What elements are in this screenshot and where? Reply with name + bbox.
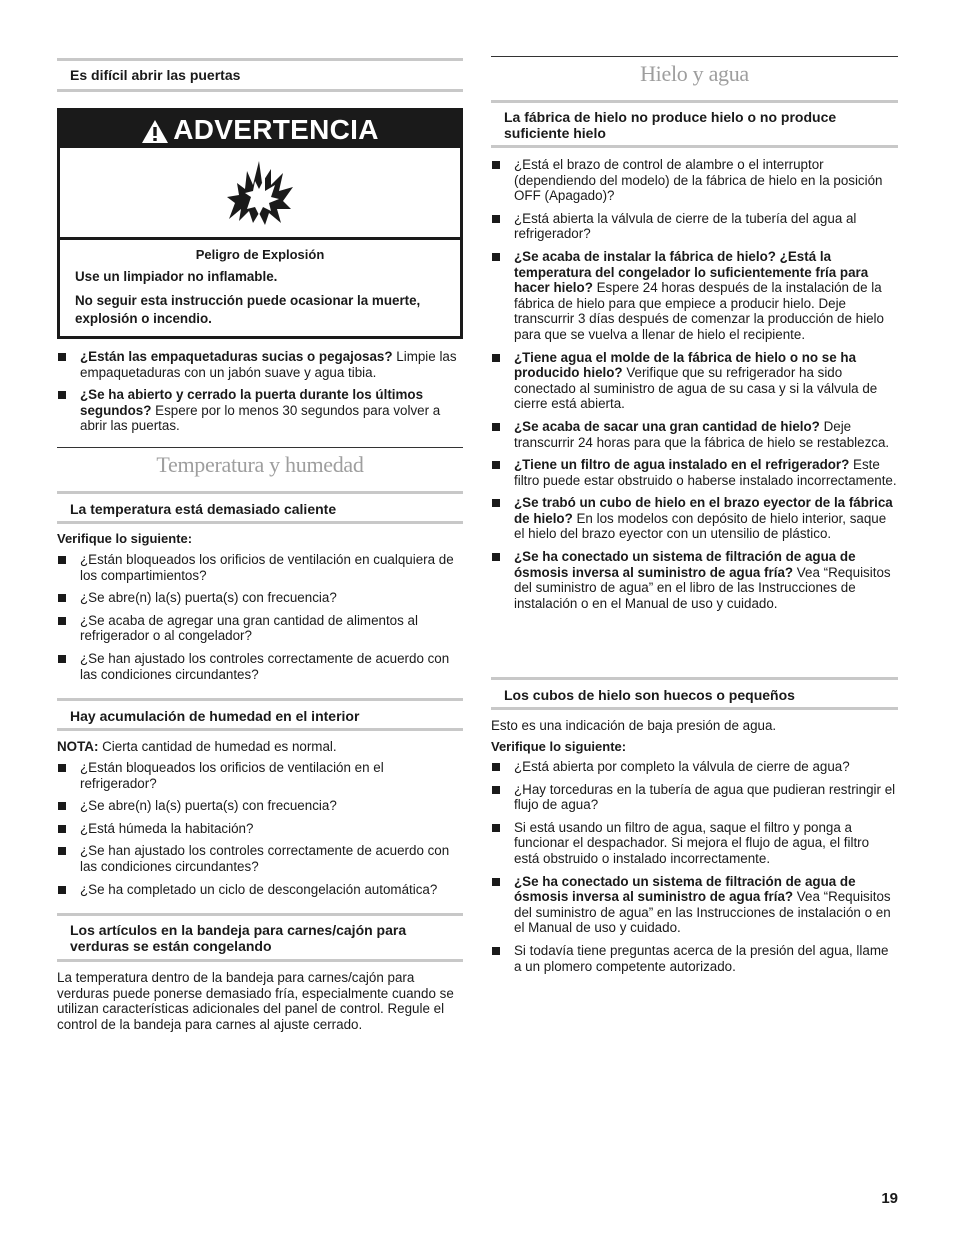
list-item-text: Si todavía tiene preguntas acerca de la presión del agua, llame a un plomero competente autorizado.: [514, 942, 889, 974]
warning-consequence: No seguir esta instrucción puede ocasionar la muerte, explosión o incendio.: [75, 293, 421, 326]
list-item: [491, 249, 898, 343]
list-item: [491, 350, 898, 412]
list-item-text: Verifique que su refrigerador ha sido conectado al suministro de agua de su casa y si la válvula de cierre está abierta.: [514, 365, 878, 412]
list-item: [491, 211, 898, 242]
humidity-note: [57, 739, 463, 755]
hollow-cubes-list: [491, 759, 898, 981]
list-item-question: ¿Tiene agua el molde de la fábrica de hielo o no se ha producido hielo?: [514, 349, 857, 381]
verify-label: Verifique lo siguiente:: [57, 531, 193, 546]
list-item-text: ¿Están bloqueados los orificios de ventilación en el refrigerador?: [80, 760, 384, 791]
list-item: [491, 495, 898, 542]
page-number: 19: [881, 1190, 898, 1207]
list-item-text: ¿Se abre(n) la(s) puerta(s) con frecuencia?: [80, 590, 337, 606]
list-item-text: ¿Está abierta por completo la válvula de cierre de agua?: [514, 759, 850, 774]
list-item: [491, 820, 898, 867]
note-text: Cierta cantidad de humedad es normal.: [98, 739, 337, 754]
list-item: [491, 457, 898, 488]
warning-header: [60, 111, 460, 148]
list-item-text: Deje transcurrir 24 horas para que la fábrica de hielo se restablezca.: [514, 418, 890, 450]
list-item: [57, 590, 463, 606]
warning-caption: Peligro de Explosión: [195, 247, 325, 262]
warning-box: [57, 108, 463, 339]
verify-label: Verifique lo siguiente:: [491, 739, 627, 754]
list-item: [57, 387, 463, 434]
no-ice-heading: La fábrica de hielo no produce hielo o no produce suficiente hielo: [491, 100, 898, 148]
warning-title: ADVERTENCIA: [173, 114, 379, 145]
list-item-text: Vea “Requisitos del suministro de agua” en el libro de las Instrucciones de instalación o en el Manual de uso y cuidado.: [514, 564, 891, 611]
too-warm-heading: La temperatura está demasiado caliente: [57, 491, 463, 524]
list-item: [57, 552, 463, 583]
list-item: [57, 613, 463, 644]
list-item-text: ¿Está húmeda la habitación?: [80, 820, 254, 836]
list-item: [57, 843, 463, 874]
explosion-icon: [225, 157, 295, 227]
hollow-intro: Esto es una indicación de baja presión de agua.: [491, 718, 777, 733]
list-item-text: Si está usando un filtro de agua, saque el filtro y ponga a funcionar el despachador. Si mejora el flujo de agua, el filtro está obstruido o instalado incorrectamente.: [514, 819, 870, 866]
warning-instruction: Use un limpiador no inflamable.: [75, 269, 278, 284]
list-item: [57, 821, 463, 837]
list-item: [491, 157, 898, 204]
list-item-text: Limpie las empaquetaduras con un jabón suave y agua tibia.: [80, 349, 457, 380]
no-ice-list: [491, 157, 898, 618]
section-rule: [491, 56, 898, 57]
list-item: [491, 549, 898, 611]
doors-list: [57, 349, 463, 441]
ice-water-section-title: Hielo y agua: [640, 61, 749, 86]
list-item-question: ¿Se ha conectado un sistema de filtración de agua de ósmosis inversa al suministro de agua fría?: [514, 549, 856, 580]
list-item: [491, 782, 898, 813]
list-item-text: Este filtro puede estar obstruido o haberse instalado incorrectamente.: [514, 457, 897, 488]
too-warm-list: [57, 552, 463, 689]
list-item: [57, 651, 463, 682]
list-item-question: ¿Tiene un filtro de agua instalado en el refrigerador?: [514, 457, 850, 473]
list-item-text: ¿Hay torceduras en la tubería de agua que pudieran restringir el flujo de agua?: [514, 781, 896, 813]
list-item-question: ¿Se trabó un cubo de hielo en el brazo eyector de la fábrica de hielo?: [514, 495, 893, 526]
list-item-text: ¿Se abre(n) la(s) puerta(s) con frecuencia?: [80, 798, 337, 814]
list-item: [491, 759, 898, 775]
list-item-question: ¿Se acaba de instalar la fábrica de hielo? ¿Está la temperatura del congelador lo suficientemente fría para hacer hielo?: [514, 248, 869, 296]
list-item-text: Espere 24 horas después de la instalación de la fábrica de hielo para que empiece a producir hielo. Deje transcurrir 3 días después de comenzar la producción de hielo para que se vuelva a llenar de hielo el recipiente.: [514, 280, 884, 342]
list-item-question: ¿Se acaba de sacar una gran cantidad de hielo?: [514, 418, 820, 434]
list-item: [491, 419, 898, 450]
humidity-heading: Hay acumulación de humedad en el interior: [57, 698, 463, 731]
list-item: [57, 798, 463, 814]
freezing-text: La temperatura dentro de la bandeja para carnes/cajón para verduras puede ponerse demasiado fría, especialmente cuando se utilizan características adicionales del panel de control. Regule el control de la bandeja para carnes al ajuste cerrado.: [57, 970, 454, 1032]
list-item-question: ¿Se ha conectado un sistema de filtración de agua de ósmosis inversa al suministro de agua fría?: [514, 873, 856, 905]
list-item: [491, 943, 898, 974]
list-item-text: ¿Se han ajustado los controles correctamente de acuerdo con las condiciones circundantes?: [80, 843, 450, 874]
list-item-question: ¿Están las empaquetaduras sucias o pegajosas?: [80, 349, 393, 364]
list-item-text: ¿Está el brazo de control de alambre o el interruptor (dependiendo del modelo) de la fábrica de hielo en la posición OFF (Apagado)?: [514, 157, 883, 204]
temperature-section-title: Temperatura y humedad: [156, 452, 364, 477]
section-rule: [57, 447, 463, 448]
explosion-hazard-area: [60, 148, 460, 240]
list-item-text: ¿Están bloqueados los orificios de ventilación en cualquiera de los compartimientos?: [80, 552, 454, 583]
humidity-list: [57, 760, 463, 904]
list-item: [57, 760, 463, 791]
hollow-cubes-heading: Los cubos de hielo son huecos o pequeños: [491, 677, 898, 710]
list-item-text: ¿Se ha completado un ciclo de descongelación automática?: [80, 881, 438, 897]
freezing-heading: Los artículos en la bandeja para carnes/cajón para verduras se están congelando: [57, 913, 463, 962]
list-item: [57, 349, 463, 380]
note-label: NOTA:: [57, 739, 99, 754]
list-item-text: En los modelos con depósito de hielo interior, saque el hielo del brazo eyector con un utensilio de plástico.: [514, 510, 887, 542]
doors-heading: Es difícil abrir las puertas: [57, 58, 463, 92]
list-item: [491, 874, 898, 936]
list-item-text: Vea “Requisitos del suministro de agua” en las Instrucciones de instalación o en el Manual de uso y cuidado.: [514, 889, 891, 936]
list-item: [57, 882, 463, 898]
list-item-text: ¿Se acaba de agregar una gran cantidad de alimentos al refrigerador o al congelador?: [80, 612, 418, 644]
list-item-text: ¿Está abierta la válvula de cierre de la tubería del agua al refrigerador?: [514, 210, 857, 242]
list-item-text: Espere por lo menos 30 segundos para volver a abrir las puertas.: [80, 402, 441, 434]
list-item-text: ¿Se han ajustado los controles correctamente de acuerdo con las condiciones circundantes?: [80, 650, 450, 682]
list-item-question: ¿Se ha abierto y cerrado la puerta durante los últimos segundos?: [80, 387, 424, 418]
